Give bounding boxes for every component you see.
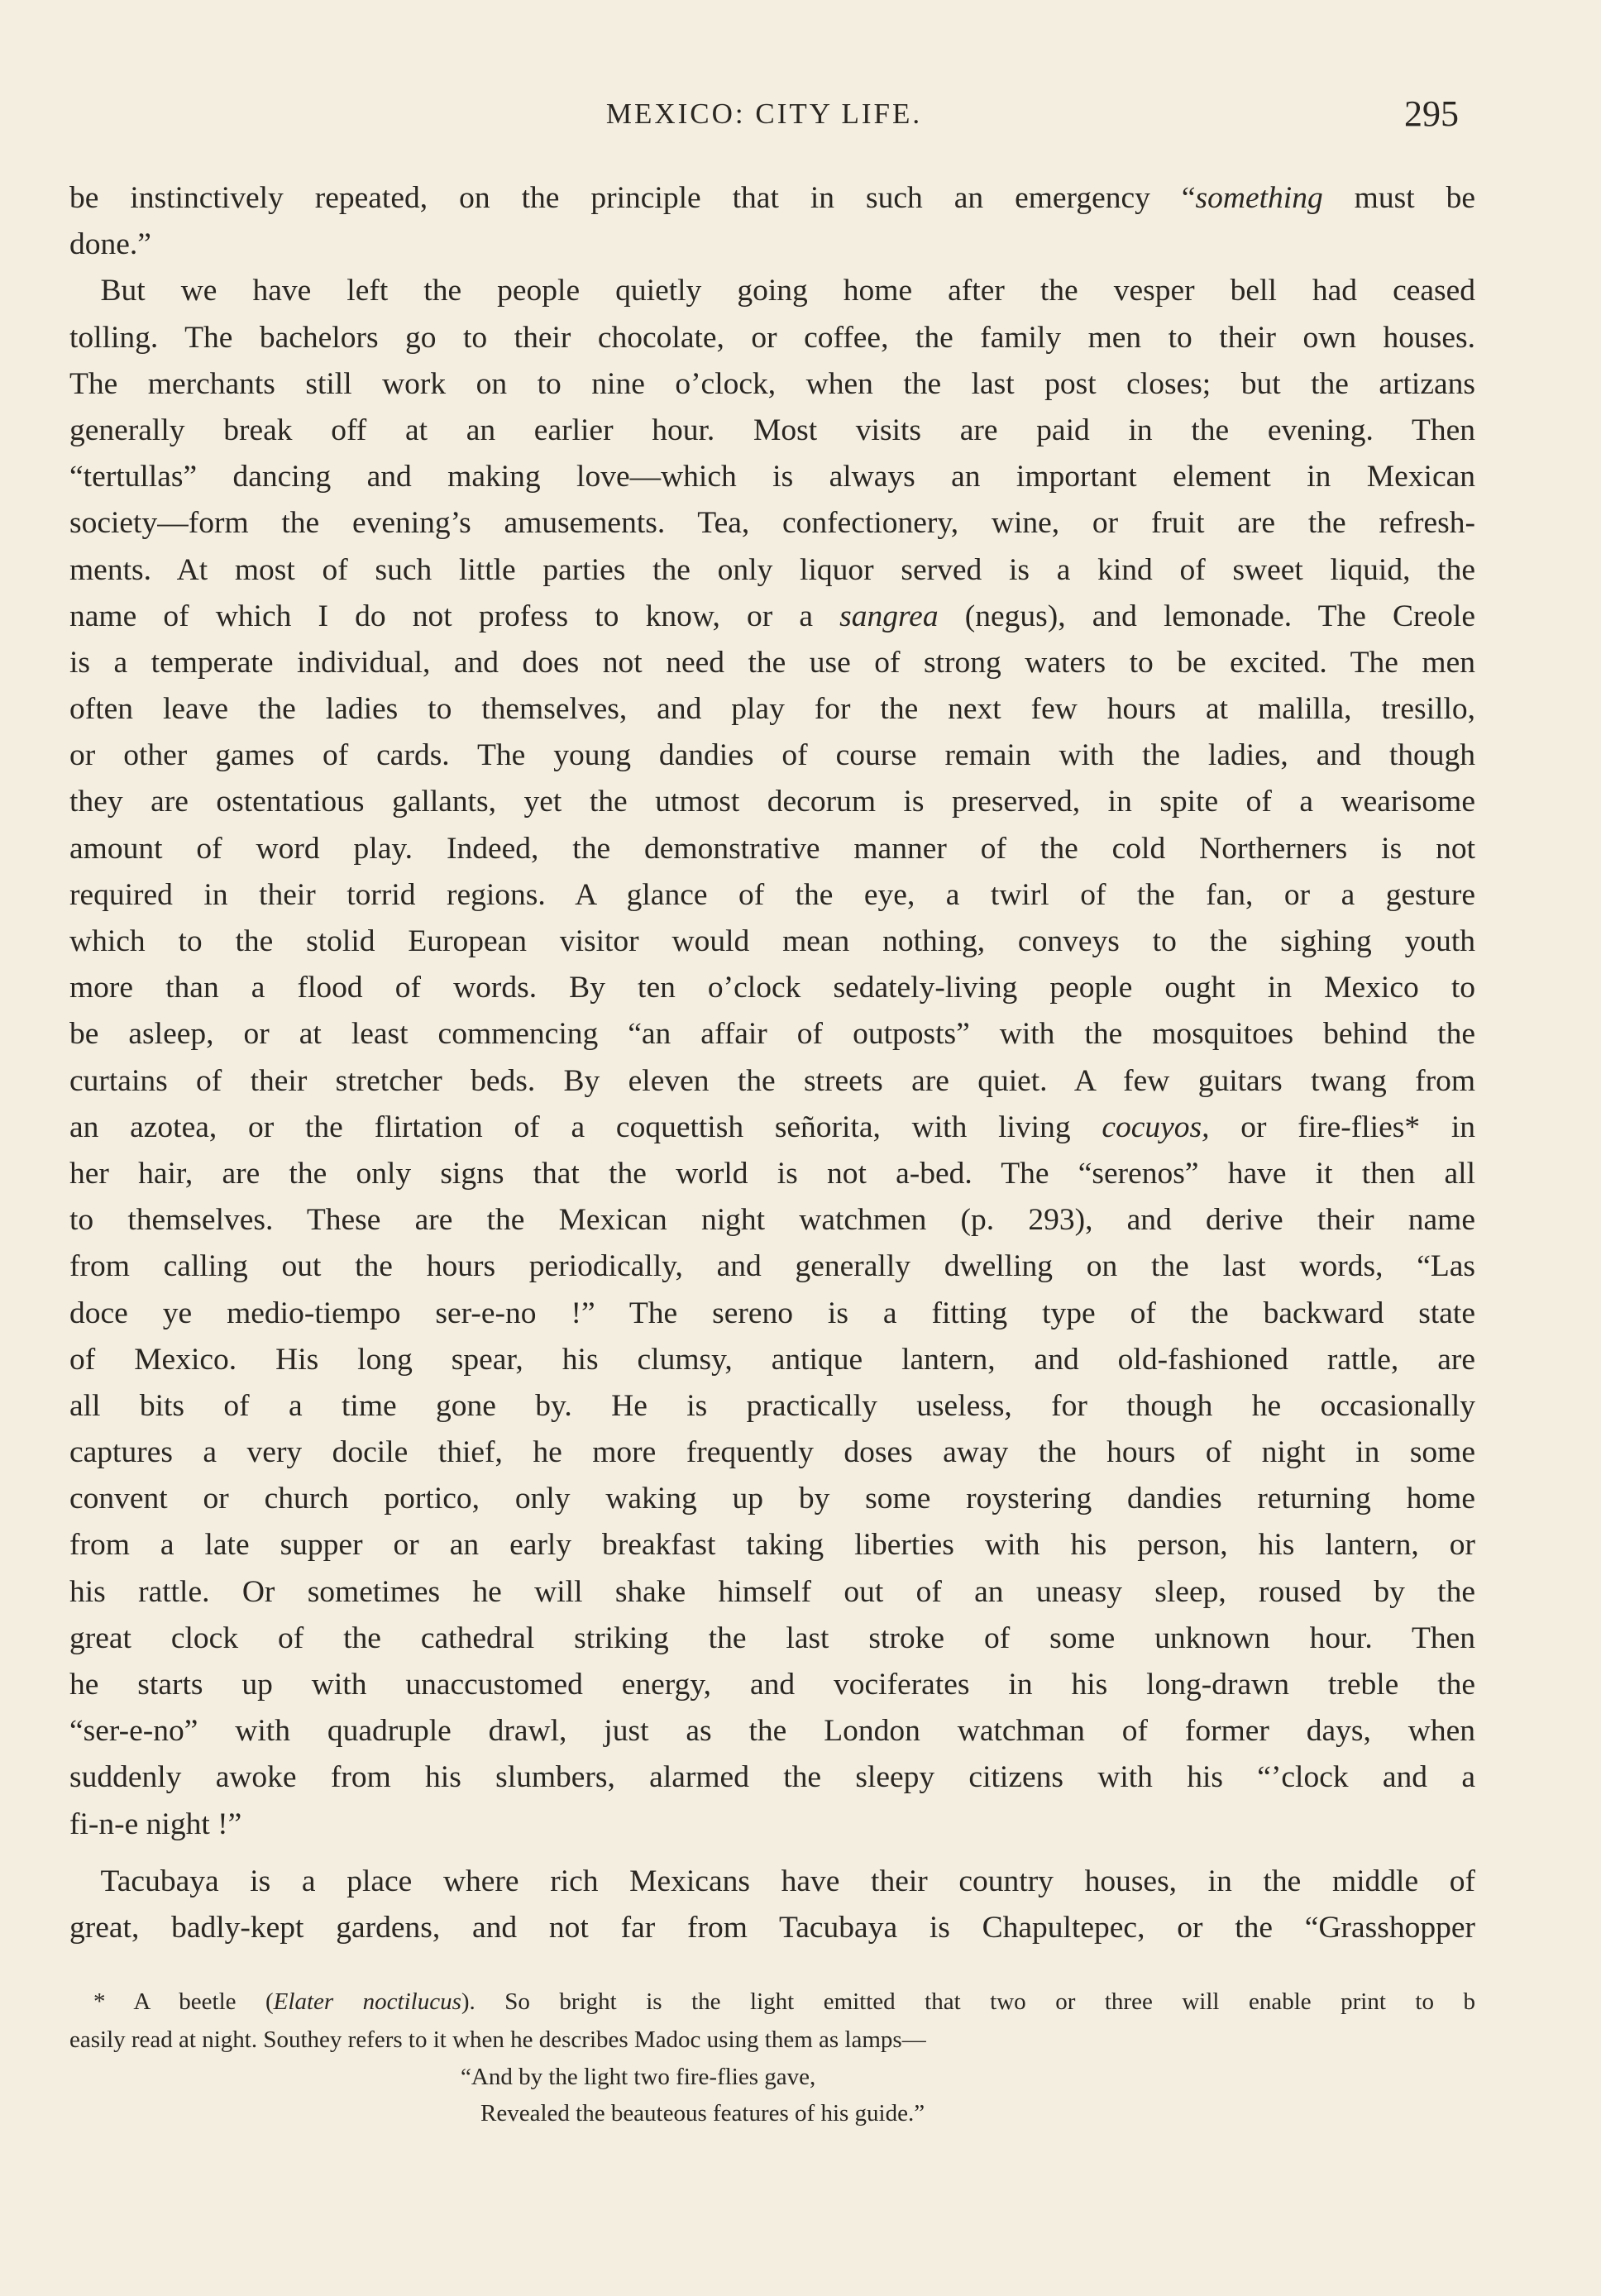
text-line: doce ye medio-tiempo ser-e-no !” The sereno is a fitting type of the backward state xyxy=(69,1296,1475,1330)
text-line: curtains of their stretcher beds. By eleven the streets are quiet. A few guitars twang from xyxy=(69,1063,1475,1098)
text-line: name of which I do not profess to know, or a sangrea (negus), and lemonade. The Creole xyxy=(69,599,1475,633)
text-line: often leave the ladies to themselves, and play for the next few hours at malilla, tresillo, xyxy=(69,692,1475,727)
text-line: The merchants still work on to nine o’clock, when the last post closes; but the artizans xyxy=(69,366,1475,401)
text-line: amount of word play. Indeed, the demonstrative manner of the cold Northerners is not xyxy=(69,831,1475,866)
text-line: captures a very docile thief, he more frequently doses away the hours of night in some xyxy=(69,1435,1475,1470)
text-line: to themselves. These are the Mexican night watchmen (p. 293), and derive their name xyxy=(69,1203,1475,1238)
text-line: ments. At most of such little parties the only liquor served is a kind of sweet liquid, the xyxy=(69,552,1475,587)
text-line: be asleep, or at least commencing “an affair of outposts” with the mosquitoes behind the xyxy=(69,1017,1475,1052)
text-line: great clock of the cathedral striking the last stroke of some unknown hour. Then xyxy=(69,1621,1475,1655)
text-line: her hair, are the only signs that the world is not a-bed. The “serenos” have it then all xyxy=(69,1156,1475,1191)
running-title: MEXICO: CITY LIFE. xyxy=(605,98,923,130)
footnote-verse-line: Revealed the beauteous features of his guide.” xyxy=(480,2100,925,2127)
text-line: he starts up with unaccustomed energy, and vociferates in his long-drawn treble the xyxy=(69,1668,1475,1702)
text-line: required in their torrid regions. A glance of the eye, a twirl of the fan, or a gesture xyxy=(69,877,1475,912)
text-line: “ser-e-no” with quadruple drawl, just as the London watchman of former days, when xyxy=(69,1714,1475,1749)
text-line: tolling. The bachelors go to their chocolate, or coffee, the family men to their own houses. xyxy=(69,320,1475,355)
second-paragraph xyxy=(69,1859,1475,1951)
text-line: “tertullas” dancing and making love—which is always an important element in Mexican xyxy=(69,460,1475,494)
text-line: suddenly awoke from his slumbers, alarmed the sleepy citizens with his “’clock and a xyxy=(69,1760,1475,1795)
text-line: his rattle. Or sometimes he will shake himself out of an uneasy sleep, roused by the xyxy=(69,1574,1475,1609)
text-line: of Mexico. His long spear, his clumsy, antique lantern, and old-fashioned rattle, are xyxy=(69,1342,1475,1377)
text-line: all bits of a time gone by. He is practically useless, for though he occasionally xyxy=(69,1388,1475,1423)
text-line: an azotea, or the flirtation of a coquettish señorita, with living cocuyos, or fire-flies* in xyxy=(69,1110,1476,1144)
text-line: society—form the evening’s amusements. Tea, confectionery, wine, or fruit are the refresh- xyxy=(69,506,1475,541)
text-line: they are ostentatious gallants, yet the utmost decorum is preserved, in spite of a wearisome xyxy=(69,785,1475,819)
text-line: or other games of cards. The young dandies of course remain with the ladies, and though xyxy=(69,738,1475,773)
footnote-line: * A beetle (Elater noctilucus). So bright is the light emitted that two or three will enable print to b xyxy=(69,1988,1475,2015)
text-line: be instinctively repeated, on the principle that in such an emergency “something must be xyxy=(69,181,1475,215)
text-line: convent or church portico, only waking up by some roystering dandies returning home xyxy=(69,1482,1475,1516)
text-line: which to the stolid European visitor would mean nothing, conveys to the sighing youth xyxy=(69,924,1475,958)
running-head xyxy=(69,93,1459,142)
text-line: fi-n-e night !” xyxy=(69,1807,242,1841)
text-line: great, badly-kept gardens, and not far from Tacubaya is Chapultepec, or the “Grasshopper xyxy=(69,1911,1475,1945)
text-line: generally break off at an earlier hour. Most visits are paid in the evening. Then xyxy=(69,413,1475,447)
text-line: more than a flood of words. By ten o’clock sedately-living people ought in Mexico to xyxy=(69,971,1475,1005)
text-line: Tacubaya is a place where rich Mexicans have their country houses, in the middle of xyxy=(69,1864,1475,1898)
footnote xyxy=(69,1983,1475,2131)
text-line: from calling out the hours periodically, and generally dwelling on the last words, “Las xyxy=(69,1249,1475,1284)
footnote-verse-line: “And by the light two fire-flies gave, xyxy=(461,2064,816,2090)
text-line: from a late supper or an early breakfast taking liberties with his person, his lantern, or xyxy=(69,1528,1475,1563)
text-line: done.” xyxy=(69,227,151,262)
main-paragraph xyxy=(69,175,1475,1848)
footnote-line: easily read at night. Southey refers to it when he describes Madoc using them as lamps— xyxy=(69,2026,926,2053)
text-line: is a temperate individual, and does not need the use of strong waters to be excited. The men xyxy=(69,645,1475,680)
text-line: But we have left the people quietly going home after the vesper bell had ceased xyxy=(69,274,1475,308)
page-number: 295 xyxy=(1404,93,1459,134)
